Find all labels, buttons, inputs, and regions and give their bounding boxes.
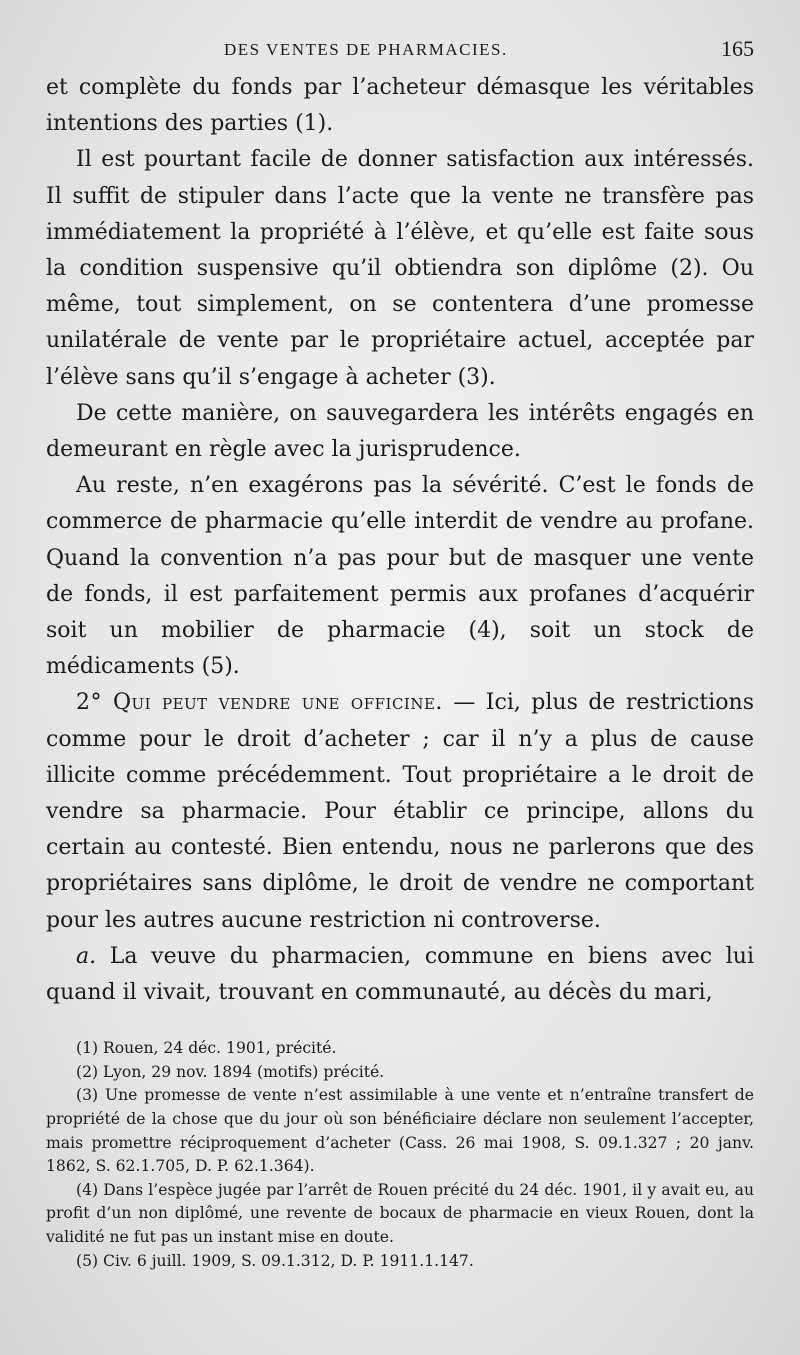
footnotes — [46, 1037, 754, 1273]
running-header — [46, 34, 754, 70]
paragraph-3: De cette manière, on sauvegardera les intérêts engagés en demeurant en règle avec la jurisprudence. — [46, 400, 754, 463]
paragraph-5-text: — Ici, plus de restrictions comme pour le droit d’acheter ; car il n’y a plus de cause illicite comme précédemment. Tout propriétaire a le droit de vendre sa pharmacie. Pour établir ce principe, allons du certain au contesté. Bien entendu, nous ne parlerons que des propriétaires sans diplôme, le droit de vendre ne comportant pour les autres aucune restriction ni controverse. — [46, 690, 754, 933]
paragraph-6-text: La veuve du pharmacien, commune en biens avec lui quand il vivait, trouvant en communauté, au décès du mari, — [46, 943, 754, 1006]
page-number: 165 — [721, 36, 754, 61]
paragraph-1: et complète du fonds par l’acheteur démasque les véritables intentions des parties (1). — [46, 75, 754, 137]
section-heading: 2° Qui peut vendre une officine. — [76, 690, 443, 716]
paragraph-6 — [46, 939, 754, 1011]
footnote-3: (3) Une promesse de vente n’est assimilable à une vente et n’entraîne transfert de propriété de la chose que du jour où son bénéficiaire déclare non seulement l’accepter, mais promettre réciproquement d’acheter (Cass. 26 mai 1908, S. 09.1.327 ; 20 janv. 1862, S. 62.1.705, D. P. 62.1.364). — [46, 1086, 754, 1176]
footnote-5: (5) Civ. 6 juill. 1909, S. 09.1.312, D. P. 1911.1.147. — [76, 1251, 474, 1270]
footnote-4: (4) Dans l’espèce jugée par l’arrêt de Rouen précité du 24 déc. 1901, il y avait eu, au profit d’un non diplômé, une revente de bocaux de pharmacie en vieux Rouen, dont la validité ne fut pas un instant mise en doute. — [46, 1180, 754, 1247]
paragraph-2: Il est pourtant facile de donner satisfaction aux intéressés. Il suffit de stipuler dans l’acte que la vente ne transfère pas immédiatement la propriété à l’élève, et qu’elle est faite sous la condition suspensive qu’il obtiendra son diplôme (2). Ou même, tout simplement, on se contentera d’une promesse unilatérale de vente par le propriétaire actuel, acceptée par l’élève sans qu’il s’engage à acheter (3). — [46, 147, 754, 390]
footnote-1: (1) Rouen, 24 déc. 1901, précité. — [76, 1039, 337, 1058]
running-title: DES VENTES DE PHARMACIES. — [224, 40, 508, 59]
footnote-2: (2) Lyon, 29 nov. 1894 (motifs) précité. — [76, 1062, 385, 1081]
main-text — [46, 70, 754, 1011]
list-letter: a. — [76, 943, 97, 969]
paragraph-5 — [46, 685, 754, 938]
paragraph-4: Au reste, n’en exagérons pas la sévérité. C’est le fonds de commerce de pharmacie qu’elle interdit de vendre au profane. Quand la convention n’a pas pour but de masquer une vente de fonds, il est parfaitement permis aux profanes d’acquérir soit un mobilier de pharmacie (4), soit un stock de médicaments (5). — [46, 473, 754, 680]
